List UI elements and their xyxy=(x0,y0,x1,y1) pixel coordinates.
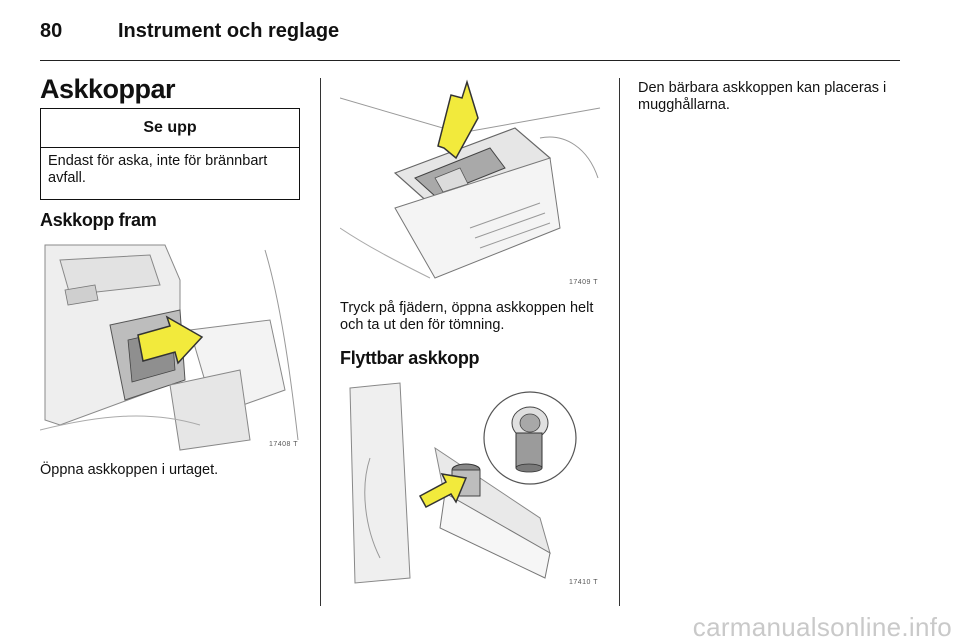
section-title: Askkoppar xyxy=(40,74,176,104)
portable-ashtray-heading: Flyttbar askkopp xyxy=(340,348,480,368)
header-rule xyxy=(40,60,900,61)
front-ashtray-heading: Askkopp fram xyxy=(40,210,157,230)
caution-box xyxy=(40,108,300,200)
watermark: carmanualsonline.info xyxy=(692,612,952,642)
page-header-title: Instrument och reglage xyxy=(118,20,340,42)
front-ashtray-drawing xyxy=(40,240,302,452)
front-ashtray-caption: Öppna askkoppen i urtaget. xyxy=(40,462,219,478)
column-divider-right xyxy=(619,78,620,606)
portable-ashtray-illustration xyxy=(340,378,602,590)
rear-ashtray-caption: Tryck på fjädern, öppna askkoppen helt och ta ut den för tömning. xyxy=(340,300,594,333)
portable-ashtray-drawing xyxy=(340,378,602,590)
front-ashtray-illustration xyxy=(40,240,302,452)
front-figure-code: 17408 T xyxy=(268,441,298,448)
rear-figure-code: 17409 T xyxy=(568,279,598,286)
column-divider-left xyxy=(320,78,321,606)
rear-ashtray-drawing xyxy=(340,78,602,290)
page-number: 80 xyxy=(40,20,63,42)
portable-figure-code: 17410 T xyxy=(568,579,598,586)
portable-ashtray-text: Den bärbara askkoppen kan placeras i mugghållarna. xyxy=(638,80,887,113)
rear-ashtray-illustration xyxy=(340,78,602,290)
caution-text: Endast för aska, inte för brännbart avfall. xyxy=(48,153,268,186)
caution-title: Se upp xyxy=(41,109,299,148)
